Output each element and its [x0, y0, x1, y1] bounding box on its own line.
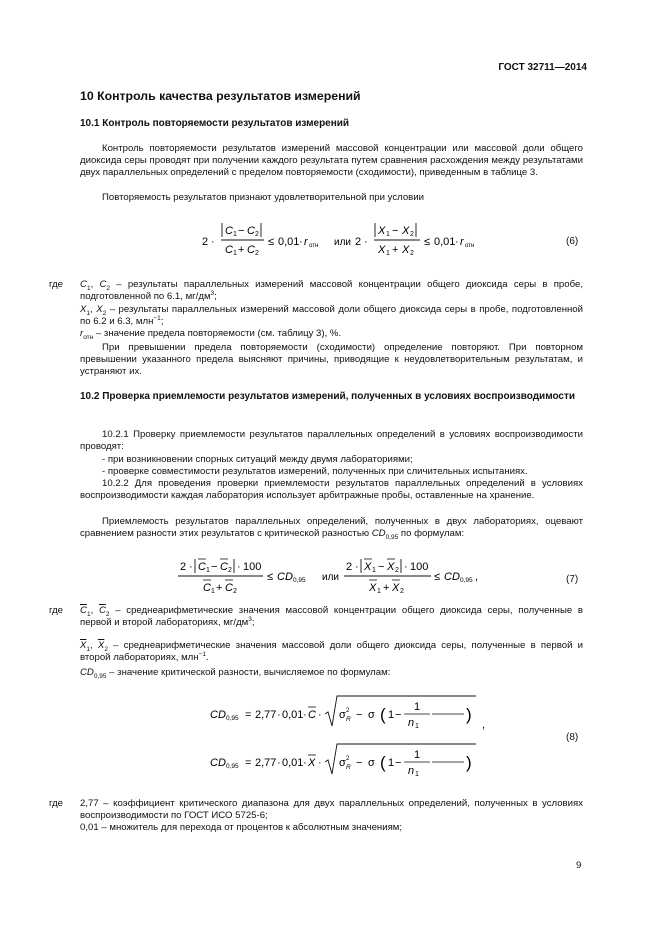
- eq8a-one: 1: [388, 709, 395, 721]
- eq8b-coef: 0,01: [282, 757, 304, 769]
- eq6-c2-top: C: [247, 225, 255, 237]
- eq8a-dot2: ·: [303, 709, 307, 721]
- eq7-cd-a-sub: 0,95: [293, 577, 306, 584]
- eq8a-k: 2,77: [255, 709, 277, 721]
- eq8a-sigma2: σ: [368, 709, 375, 721]
- eq7-c2-top-sub: 2: [228, 567, 232, 574]
- eq6-x2-top-sub: 2: [410, 231, 414, 238]
- eq8b-one: 1: [388, 757, 395, 769]
- section-10-2-2-paragraph: 10.2.2 Для проведения проверки приемлемости результатов параллельных определений в условиях воспроизводимости каждая лаборатория использует арбитражные пробы, оставленные на хранение.: [80, 478, 583, 502]
- eq6-c1-bot: C: [225, 244, 233, 256]
- eq7-two-b: 2: [346, 561, 353, 573]
- eq6-two-b: 2: [355, 236, 362, 248]
- eq6-c2-bot: C: [247, 244, 255, 256]
- where-label-3: где: [49, 798, 64, 809]
- where-3-001-definition: 0,01 – множитель для перехода от процентов к абсолютным значениям;: [80, 822, 403, 833]
- eq7-c1-top: C: [198, 561, 206, 573]
- eq6-x1-top: X: [378, 225, 386, 237]
- eq8a-minus1: −: [356, 709, 363, 721]
- eq8b-lparen: (: [380, 753, 386, 772]
- eq8a-cd: CD: [210, 709, 226, 721]
- eq8a-n-sub: 1: [415, 723, 419, 730]
- eq8b-sigma1: σ: [339, 757, 346, 769]
- eq6-x2-bot-sub: 2: [410, 250, 414, 257]
- eq6-coef-b: 0,01: [434, 236, 456, 248]
- eq8b-cd: CD: [210, 757, 226, 769]
- eq7-cd-a: CD: [277, 571, 293, 583]
- eq6-c1-top: C: [225, 225, 233, 237]
- eq8b-dot2: ·: [303, 757, 307, 769]
- section-10-2-1-list-item-2: - проверке совместимости результатов измерений, полученных при сличительных испытаниях.: [102, 466, 528, 477]
- where-2-c-definition: $\overline{C}_1$, $\overline{C}_2$ – среднеарифметические значения массовой концентрации общего диоксида серы, полученные в первой и второй лабораториях, $мг/дм^3$;: [80, 605, 583, 629]
- eq7-le-a: ≤: [267, 571, 274, 583]
- eq7-c1-top-sub: 1: [206, 567, 210, 574]
- eq7-hundred-a: 100: [243, 561, 262, 573]
- eq6-le-a: ≤: [268, 236, 275, 248]
- where-label-2: где: [49, 605, 64, 616]
- eq7-c2-top: C: [220, 561, 228, 573]
- eq7-x2-bot-sub: 2: [400, 588, 404, 595]
- eq8a-dot1: ·: [277, 709, 281, 721]
- eq6-dot-c: ·: [364, 236, 368, 248]
- equation-7-number: (7): [566, 574, 579, 585]
- section-10-1-paragraph-2: Повторяемость результатов признают удовлетворительной при условии: [102, 192, 424, 203]
- eq7-dot-d: ·: [404, 561, 408, 573]
- eq6-dot-d: ·: [455, 236, 459, 248]
- standard-number: ГОСТ 32711—2014: [498, 62, 587, 73]
- eq8a-sigma1-sup: 2: [346, 708, 350, 714]
- eq7-comma: ,: [475, 571, 479, 583]
- eq8a-dot3: ·: [318, 709, 322, 721]
- eq8a-sigma1: σ: [339, 709, 346, 721]
- where-1-c-definition: $C_1$, $C_2$ – результаты параллельных измерений массовой концентрации общего диоксида серы в пробе, подготовленной по 6.1, $мг/дм^3$;: [80, 279, 583, 303]
- eq6-x2-bot: X: [402, 244, 410, 256]
- eq7-c2-bot: C: [225, 582, 233, 594]
- where-label-1: где: [49, 279, 64, 290]
- eq7-dot-c: ·: [355, 561, 359, 573]
- where-2-x-definition: $\overline{X}_1$, $\overline{X}_2$ – среднеарифметические значения массовой доли общего диоксида серы, полученные в первой и второй лабораториях, млн$^{-1}$.: [80, 640, 583, 664]
- eq8a-frac-one: 1: [414, 701, 421, 713]
- eq7-x1-top-sub: 1: [372, 567, 376, 574]
- eq6-x1-top-sub: 1: [386, 231, 390, 238]
- eq8b-sigma1-sup: 2: [346, 756, 350, 762]
- eq6-plus-bot: +: [238, 244, 245, 256]
- eq6-minus-top: −: [238, 225, 245, 237]
- eq8b-minus2: −: [395, 757, 402, 769]
- eq7-x2-bot: X: [392, 582, 400, 594]
- eq8a-cd-sub: 0,95: [226, 715, 239, 722]
- eq6-r-a-sub: отн: [309, 243, 319, 249]
- eq7-minus-top-a: −: [211, 561, 218, 573]
- eq6-dot-a: ·: [211, 236, 215, 248]
- eq6-x2-top: X: [402, 225, 410, 237]
- equation-7: [176, 553, 516, 603]
- eq6-dot-b: ·: [299, 236, 303, 248]
- section-10-1-paragraph-3: При превышении предела повторяемости (сходимости) определение повторяют. При повторном превышении указанного предела выясняют причины, приводящие к неудовлетворительным результатам, и устраняют их.: [80, 342, 583, 378]
- eq6-c1-top-sub: 1: [233, 231, 237, 238]
- where-1-r-definition: $r_{отн}$ – значение предела повторяемости (см. таблицу 3), %.: [80, 328, 342, 341]
- eq7-cd-b-sub: 0,95: [460, 577, 473, 584]
- eq8b-cd-sub: 0,95: [226, 763, 239, 770]
- eq6-c1-bot-sub: 1: [233, 250, 237, 257]
- where-1-x-definition: $X_1$, $X_2$ – результаты параллельных измерений массовой доли общего диоксида серы в пробе, подготовленной по 6.2 и 6.3, млн$^{-1}$;: [80, 304, 583, 328]
- eq8b-k: 2,77: [255, 757, 277, 769]
- eq8b-n: n: [408, 765, 415, 777]
- eq8a-n: n: [408, 717, 415, 729]
- equation-6: [200, 216, 490, 264]
- eq8b-rparen: ): [466, 753, 472, 772]
- eq6-two-a: 2: [202, 236, 209, 248]
- section-10-title: 10 Контроль качества результатов измерений: [80, 89, 361, 103]
- eq7-plus-bot-a: +: [216, 582, 223, 594]
- eq8b-minus1: −: [356, 757, 363, 769]
- eq7-cd-b: CD: [444, 571, 460, 583]
- eq6-c2-bot-sub: 2: [255, 250, 259, 257]
- eq7-x1-bot: X: [369, 582, 377, 594]
- section-10-2-1-list-item-1: - при возникновении спорных ситуаций между двумя лабораториями;: [102, 454, 413, 465]
- eq8b-x: X: [308, 757, 316, 769]
- eq7-minus-top-b: −: [378, 561, 385, 573]
- eq8b-eq: =: [245, 757, 252, 769]
- eq8a-sigma1-sub: R: [346, 716, 351, 723]
- section-10-1-title: 10.1 Контроль повторяемости результатов измерений: [80, 118, 350, 129]
- eq8a-coef: 0,01: [282, 709, 304, 721]
- eq6-c2-top-sub: 2: [255, 231, 259, 238]
- eq7-hundred-b: 100: [410, 561, 429, 573]
- eq7-dot-a: ·: [189, 561, 193, 573]
- eq6-le-b: ≤: [424, 236, 431, 248]
- eq7-x1-top: X: [364, 561, 372, 573]
- eq6-coef-a: 0,01: [278, 236, 300, 248]
- equation-8: [208, 690, 498, 790]
- eq6-plus-bot-b: +: [392, 244, 399, 256]
- eq7-le-b: ≤: [434, 571, 441, 583]
- eq8b-frac-one: 1: [414, 749, 421, 761]
- equation-6-number: (6): [566, 236, 579, 247]
- section-10-1-paragraph-1: Контроль повторяемости результатов измерений массовой концентрации или массовой доли общего диоксида серы проводят при получении каждого результата путем сравнения расхождения между результатами двух параллельных определений с пределом повторяемости (сходимости), приведенным в таблице 3.: [80, 143, 583, 179]
- eq6-r-b: r: [460, 236, 464, 248]
- eq8b-sigma1-sub: R: [346, 764, 351, 771]
- eq7-two-a: 2: [180, 561, 187, 573]
- eq8b-dot1: ·: [277, 757, 281, 769]
- eq6-x1-bot-sub: 1: [386, 250, 390, 257]
- eq8a-rparen: ): [466, 705, 472, 724]
- eq6-minus-top-b: −: [392, 225, 399, 237]
- eq8a-minus2: −: [395, 709, 402, 721]
- eq7-c1-bot-sub: 1: [211, 588, 215, 595]
- eq8a-comma: ,: [482, 719, 486, 731]
- eq7-or: или: [322, 572, 340, 583]
- eq7-dot-b: ·: [237, 561, 241, 573]
- eq7-plus-bot-b: +: [383, 582, 390, 594]
- eq8a-eq: =: [245, 709, 252, 721]
- equation-8-number: (8): [566, 732, 579, 743]
- eq6-r-a: r: [304, 236, 308, 248]
- section-10-2-title: 10.2 Проверка приемлемости результатов измерений, полученных в условиях воспроизводимости: [80, 391, 576, 402]
- section-10-2-2-paragraph-2: Приемлемость результатов параллельных определений, полученных в двух лабораториях, оцевают сравнением разности этих результатов с критической разностью $CD_{0,95}$ по формулам:: [80, 516, 583, 542]
- page-number: 9: [576, 860, 582, 871]
- eq7-x1-bot-sub: 1: [377, 588, 381, 595]
- eq6-x1-bot: X: [378, 244, 386, 256]
- eq8a-lparen: (: [380, 705, 386, 724]
- eq8a-c: C: [308, 709, 316, 721]
- eq6-or: или: [334, 237, 352, 248]
- eq8b-n-sub: 1: [415, 771, 419, 778]
- where-3-277-definition: 2,77 – коэффициент критического диапазона для двух параллельных определений, полученных в условиях воспроизводимости по ГОСТ ИСО 5725-6;: [80, 798, 583, 822]
- eq7-c2-bot-sub: 2: [233, 588, 237, 595]
- eq7-x2-top: X: [387, 561, 395, 573]
- eq8b-sigma2: σ: [368, 757, 375, 769]
- where-2-cd-definition: $CD_{0,95}$ – значение критической разности, вычисляемое по формулам:: [80, 667, 391, 680]
- section-10-2-1-paragraph: 10.2.1 Проверку приемлемости результатов параллельных определений в условиях воспроизводимости проводят:: [80, 429, 583, 453]
- eq6-r-b-sub: отн: [465, 243, 475, 249]
- eq7-c1-bot: C: [203, 582, 211, 594]
- eq8b-dot3: ·: [318, 757, 322, 769]
- eq7-x2-top-sub: 2: [395, 567, 399, 574]
